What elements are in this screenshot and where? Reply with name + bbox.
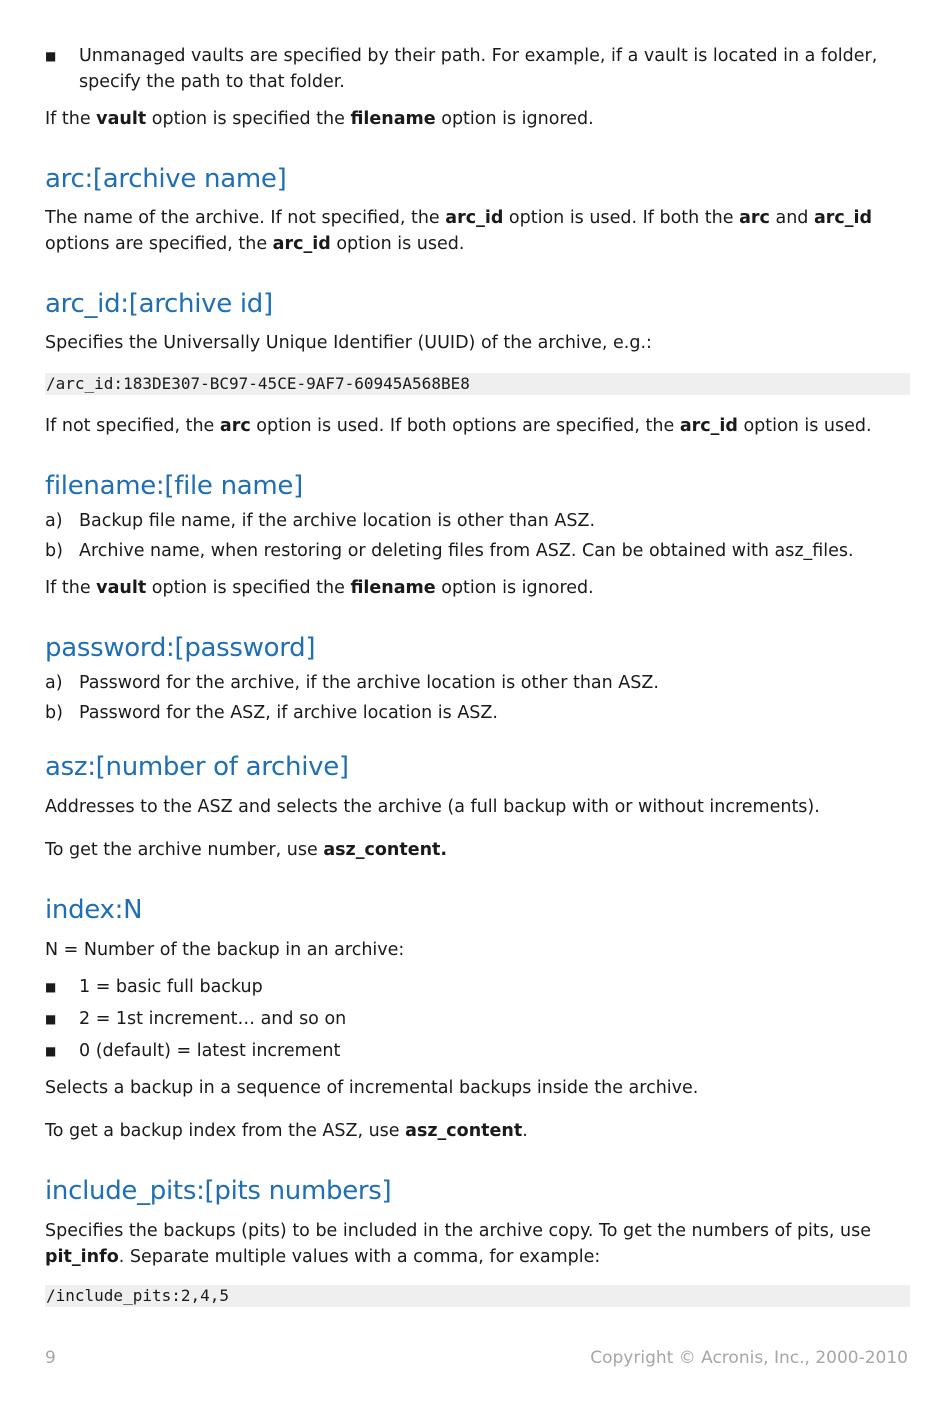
- index-asz-note: To get a backup index from the ASZ, use asz_content.: [45, 1121, 528, 1141]
- arc-description: The name of the archive. If not specified, the arc_id option is used. If both the arc and arc_id options are specified, the arc_id option is used.: [45, 208, 873, 254]
- heading-index: index:N: [45, 895, 143, 925]
- list-text: Archive name, when restoring or deleting files from ASZ. Can be obtained with asz_files.: [79, 541, 854, 561]
- list-marker: a): [45, 511, 63, 531]
- bullet-text: 1 = basic full backup: [79, 977, 263, 997]
- list-marker: b): [45, 541, 63, 561]
- asz-note: To get the archive number, use asz_content.: [45, 840, 448, 860]
- list-text: Password for the archive, if the archive location is other than ASZ.: [79, 673, 659, 693]
- list-text: Backup file name, if the archive location is other than ASZ.: [79, 511, 596, 531]
- heading-filename: filename:[file name]: [45, 471, 303, 501]
- bullet-icon: ■: [45, 980, 57, 994]
- heading-password: password:[password]: [45, 633, 316, 663]
- arc-id-note: If not specified, the arc option is used. If both options are specified, the arc_id option is used.: [45, 416, 872, 436]
- vault-note-paragraph: If the vault option is specified the filename option is ignored.: [45, 109, 594, 129]
- heading-arc-id: arc_id:[archive id]: [45, 289, 273, 319]
- code-block-include-pits: /include_pits:2,4,5: [45, 1285, 910, 1307]
- list-marker: a): [45, 673, 63, 693]
- page-number: 9: [45, 1348, 56, 1368]
- bullet-text: Unmanaged vaults are specified by their path. For example, if a vault is located in a folder, specify the path to that folder.: [79, 46, 878, 92]
- asz-description: Addresses to the ASZ and selects the archive (a full backup with or without increments).: [45, 797, 820, 817]
- include-pits-description: Specifies the backups (pits) to be included in the archive copy. To get the numbers of pits, use pit_info. Separate multiple values with a comma, for example:: [45, 1221, 872, 1267]
- bullet-icon: ■: [45, 1012, 57, 1026]
- bullet-text: 0 (default) = latest increment: [79, 1041, 341, 1061]
- heading-arc: arc:[archive name]: [45, 164, 287, 194]
- list-text: Password for the ASZ, if archive location is ASZ.: [79, 703, 498, 723]
- index-note: Selects a backup in a sequence of incremental backups inside the archive.: [45, 1078, 699, 1098]
- filename-note: If the vault option is specified the filename option is ignored.: [45, 578, 594, 598]
- copyright: Copyright © Acronis, Inc., 2000-2010: [590, 1348, 908, 1368]
- heading-include-pits: include_pits:[pits numbers]: [45, 1176, 392, 1206]
- code-block-arc-id: /arc_id:183DE307-BC97-45CE-9AF7-60945A568BE8: [45, 373, 910, 395]
- bullet-icon: ■: [45, 1044, 57, 1058]
- list-marker: b): [45, 703, 63, 723]
- arc-id-description: Specifies the Universally Unique Identifier (UUID) of the archive, e.g.:: [45, 333, 652, 353]
- bullet-icon: ■: [45, 49, 57, 63]
- index-description: N = Number of the backup in an archive:: [45, 940, 405, 960]
- heading-asz: asz:[number of archive]: [45, 752, 349, 782]
- bullet-text: 2 = 1st increment… and so on: [79, 1009, 347, 1029]
